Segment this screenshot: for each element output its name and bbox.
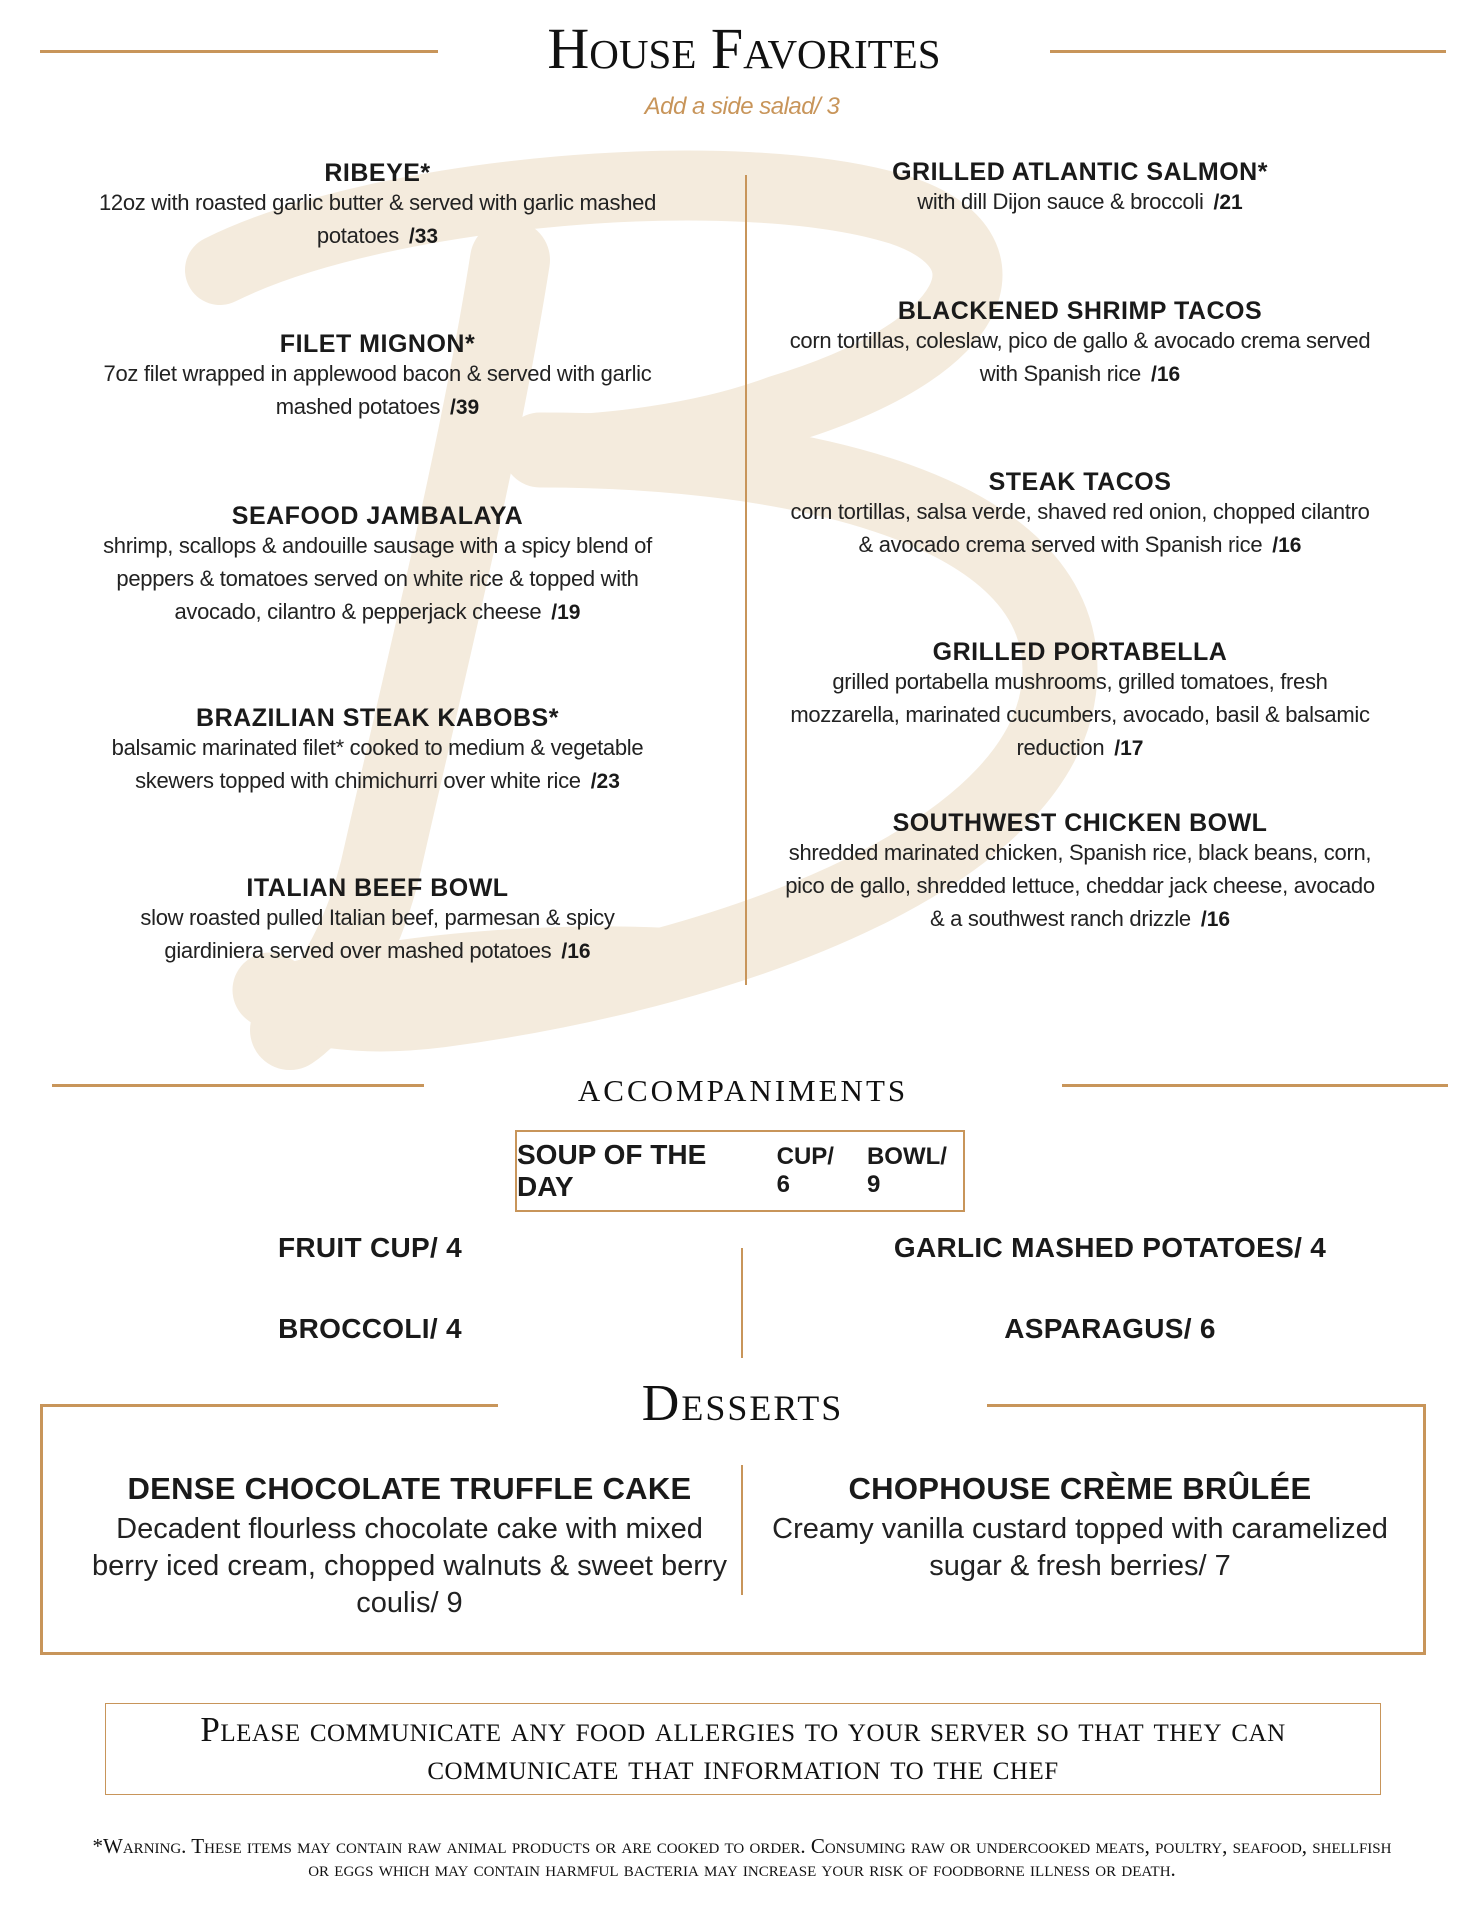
house-favorites-title: House Favorites — [547, 16, 941, 81]
item-desc: grilled portabella mushrooms, grilled tomatoes, fresh mozzarella, marinated cucumbers, avocado, basil & balsamic reduction — [790, 669, 1370, 760]
item-price: /16 — [1272, 534, 1302, 557]
item-name: GRILLED PORTABELLA — [932, 638, 1228, 666]
accompaniments-divider — [741, 1248, 743, 1358]
item-name: FILET MIGNON* — [279, 330, 476, 358]
favorites-divider — [745, 175, 747, 985]
header-rule-right — [1050, 50, 1446, 53]
side-item: FRUIT CUP/ 4 — [277, 1232, 463, 1263]
raw-food-warning: *Warning. These items may contain raw animal products or are cooked to order. Consuming raw or undercooked meats, poultry, seafood, shellfish or eggs which may contain harmful bacteria may increase your risk of foodborne illness or death. — [92, 1834, 1392, 1881]
item-name: SEAFOOD JAMBALAYA — [231, 502, 524, 530]
menu-item — [785, 637, 1375, 766]
soup-of-the-day-box — [515, 1130, 965, 1212]
accompaniments-title: accompaniments — [577, 1062, 909, 1111]
item-price: /17 — [1114, 737, 1144, 760]
item-price: /21 — [1213, 191, 1243, 214]
side-item: GARLIC MASHED POTATOES/ 4 — [893, 1232, 1327, 1263]
item-name: SOUTHWEST CHICKEN BOWL — [892, 809, 1268, 837]
item-desc: with dill Dijon sauce & broccoli — [917, 189, 1204, 214]
side-item: ASPARAGUS/ 6 — [1004, 1313, 1216, 1344]
item-desc: balsamic marinated filet* cooked to medium & vegetable skewers topped with chimichurri over white rice — [111, 735, 644, 793]
allergy-notice-text: Please communicate any food allergies to your server so that they can communicate that information to the chef — [200, 1710, 1286, 1787]
dessert-name: CHOPHOUSE CRÈME BRÛLÉE — [848, 1471, 1312, 1506]
accompaniments-rule-left — [52, 1084, 424, 1087]
menu-item — [85, 703, 670, 799]
dessert-desc: Creamy vanilla custard topped with caramelized sugar & fresh berries/ 7 — [772, 1513, 1388, 1582]
desserts-title: Desserts — [641, 1375, 844, 1432]
menu-item — [790, 467, 1370, 563]
item-name: BRAZILIAN STEAK KABOBS* — [196, 704, 559, 732]
item-desc: slow roasted pulled Italian beef, parmesan & spicy giardiniera served over mashed potatoes — [140, 905, 615, 963]
desserts-rule-left — [40, 1404, 498, 1407]
menu-item — [100, 873, 655, 969]
desserts-divider — [741, 1465, 743, 1595]
dessert-item — [765, 1471, 1395, 1585]
menu-item — [75, 329, 680, 425]
allergy-notice — [105, 1703, 1381, 1795]
item-name: BLACKENED SHRIMP TACOS — [897, 297, 1263, 325]
item-desc: 12oz with roasted garlic butter & served with garlic mashed potatoes — [98, 190, 657, 248]
item-desc: 7oz filet wrapped in applewood bacon & served with garlic mashed potatoes — [103, 361, 652, 419]
item-desc: corn tortillas, coleslaw, pico de gallo & avocado crema served with Spanish rice — [789, 328, 1371, 386]
item-price: /19 — [551, 601, 581, 624]
item-name: STEAK TACOS — [988, 468, 1172, 496]
side-salad-note: Add a side salad/ 3 — [644, 93, 840, 120]
header-rule-left — [40, 50, 438, 53]
dessert-item — [87, 1471, 732, 1622]
soup-cup-price: CUP/ 6 — [776, 1143, 834, 1198]
side-item: BROCCOLI/ 4 — [278, 1313, 462, 1344]
item-price: /23 — [590, 770, 620, 793]
desserts-rule-right — [987, 1404, 1426, 1407]
menu-item — [80, 501, 675, 630]
item-price: /39 — [450, 396, 480, 419]
item-price: /16 — [1200, 908, 1231, 931]
item-name: ITALIAN BEEF BOWL — [246, 874, 509, 902]
accompaniments-rule-right — [1062, 1084, 1448, 1087]
item-desc: shredded marinated chicken, Spanish rice, black beans, corn, pico de gallo, shredded lettuce, cheddar jack cheese, avocado & a southwest ranch drizzle — [785, 840, 1375, 931]
dessert-desc: Decadent flourless chocolate cake with mixed berry iced cream, chopped walnuts & sweet berry coulis/ 9 — [91, 1513, 728, 1619]
menu-item — [790, 157, 1370, 220]
dessert-name: DENSE CHOCOLATE TRUFFLE CAKE — [127, 1471, 692, 1506]
item-desc: corn tortillas, salsa verde, shaved red onion, chopped cilantro & avocado crema served with Spanish rice — [790, 499, 1370, 557]
soup-bowl-price: BOWL/ 9 — [866, 1143, 947, 1198]
menu-item — [90, 158, 665, 254]
item-name: GRILLED ATLANTIC SALMON* — [892, 158, 1268, 186]
item-price: /16 — [561, 940, 591, 963]
menu-item — [785, 808, 1375, 937]
item-price: /33 — [408, 225, 439, 248]
menu-item — [780, 296, 1380, 392]
item-name: RIBEYE* — [324, 159, 431, 187]
item-price: /16 — [1151, 363, 1181, 386]
item-desc: shrimp, scallops & andouille sausage with a spicy blend of peppers & tomatoes served on white rice & topped with avocado, cilantro & pepperjack cheese — [103, 533, 652, 624]
soup-name: SOUP OF THE DAY — [517, 1139, 707, 1202]
